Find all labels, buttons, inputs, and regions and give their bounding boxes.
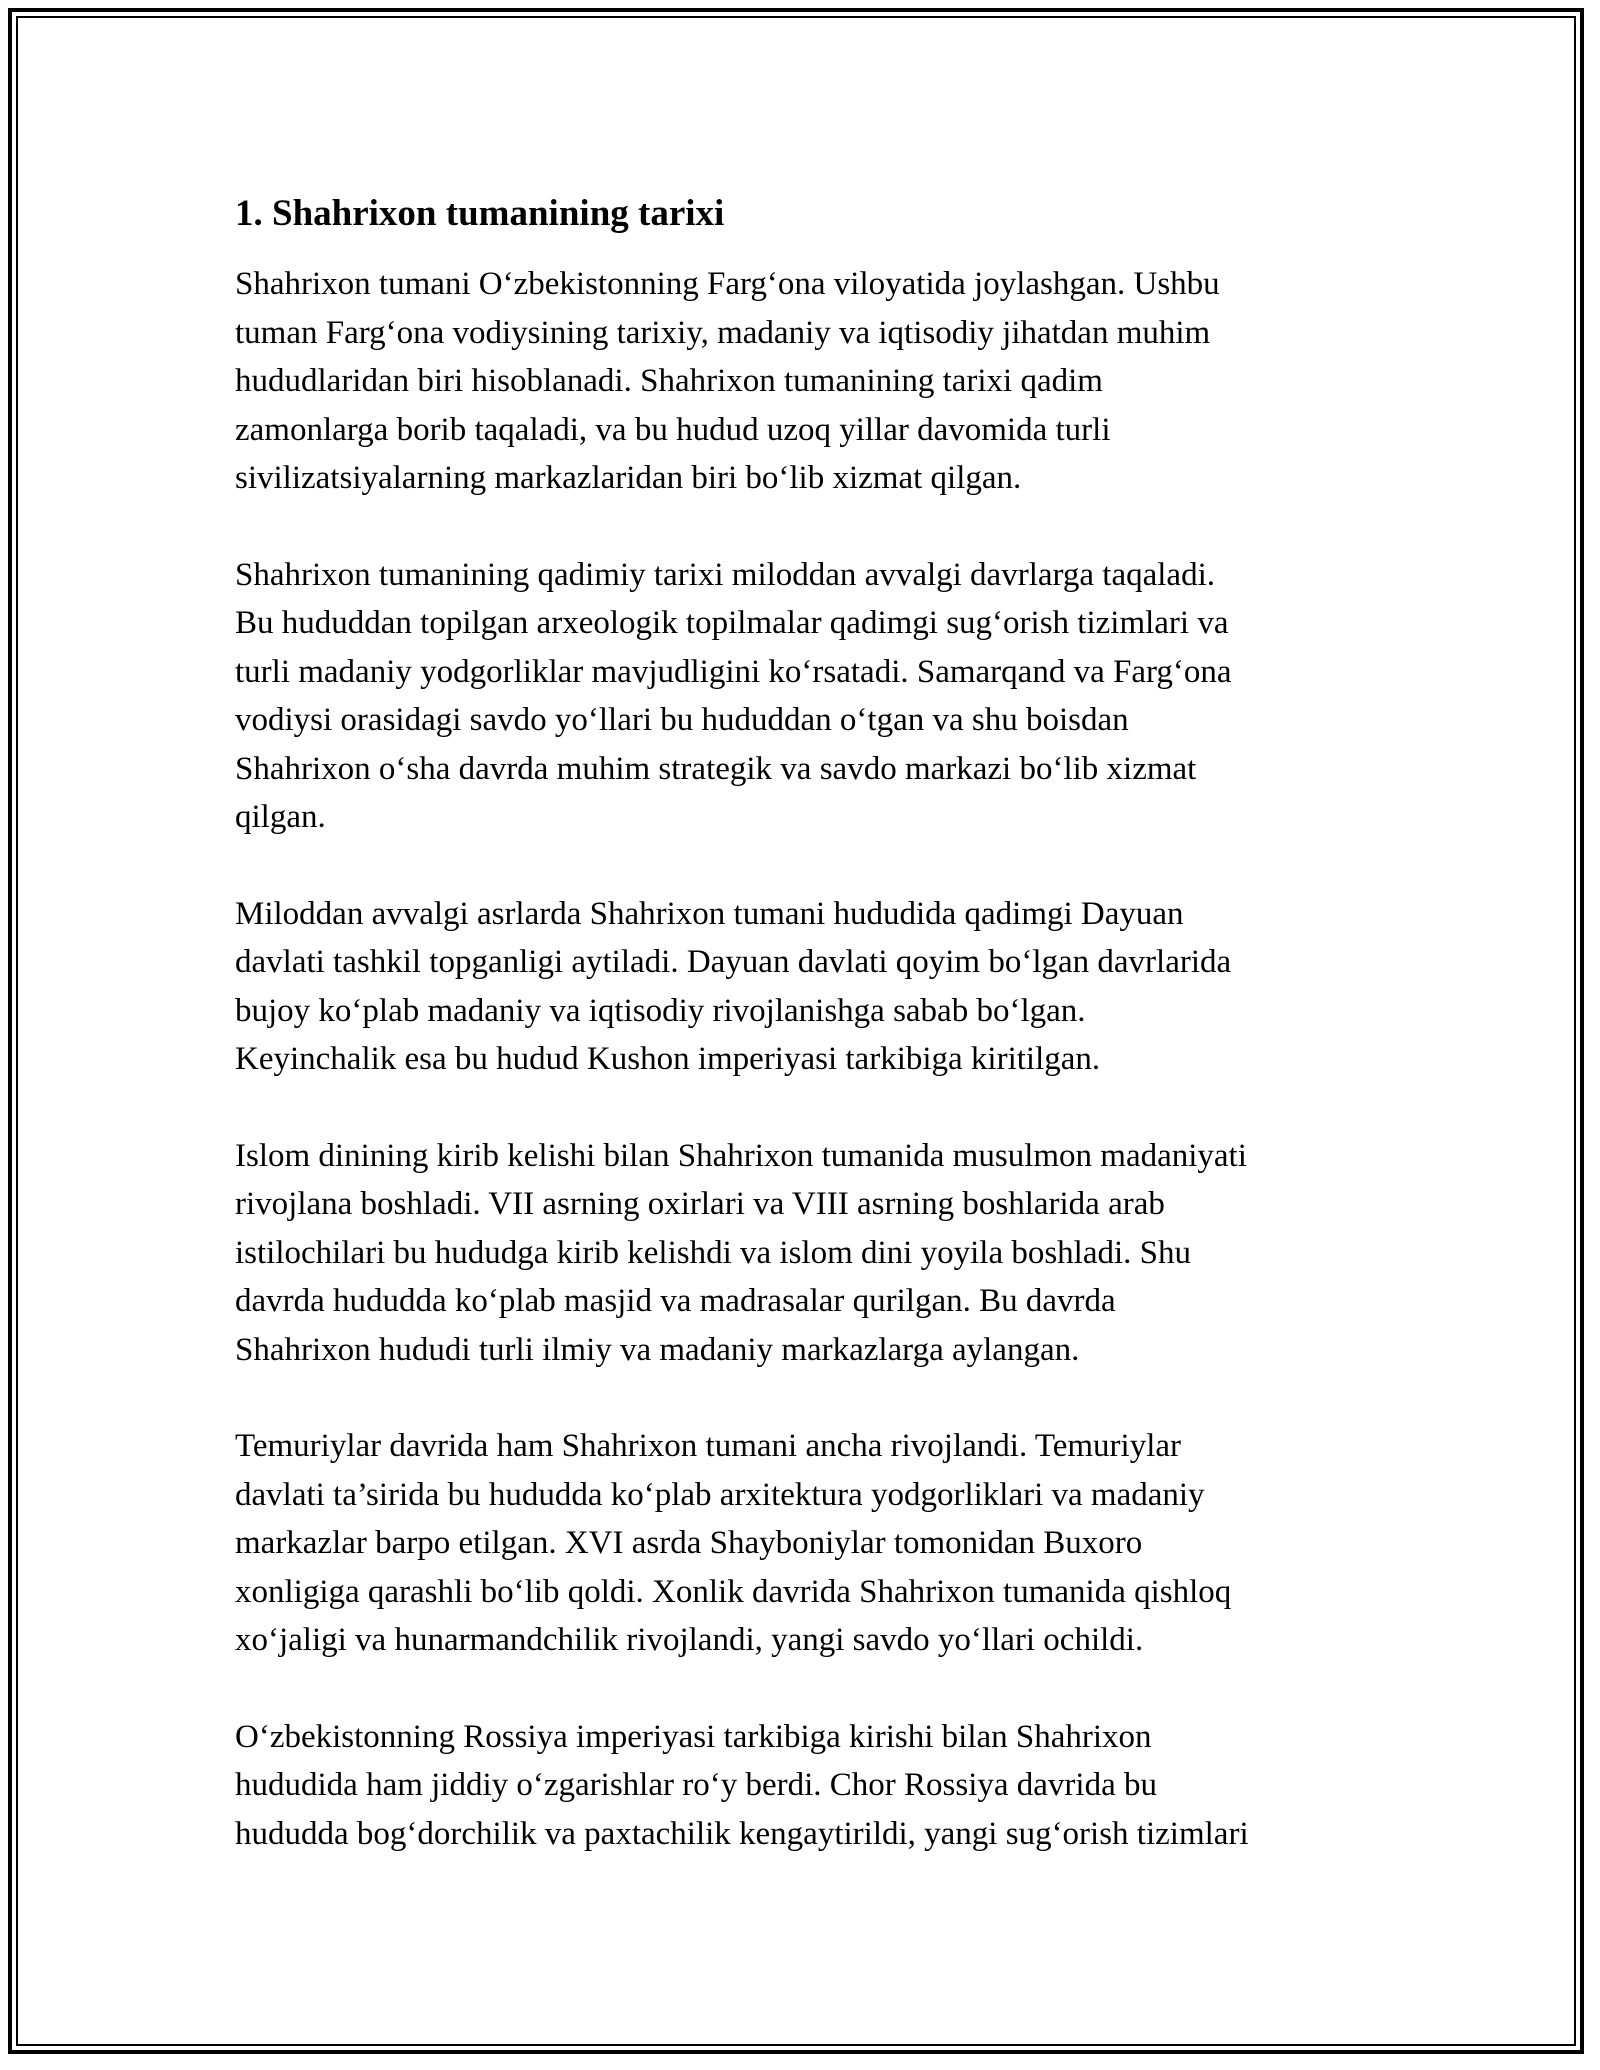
paragraph-3: [235, 890, 1370, 1084]
text-line: davlati tashkil topganligi aytiladi. Dayuan davlati qoyim bo‘lgan davrlarida: [235, 944, 1232, 980]
text-line: Keyinchalik esa bu hudud Kushon imperiyasi tarkibiga kiritilgan.: [235, 1041, 1101, 1077]
text-line: hududda bog‘dorchilik va paxtachilik kengaytirildi, yangi sug‘orish tizimlari: [235, 1815, 1249, 1852]
text-line: zamonlarga borib taqaladi, va bu hudud uzoq yillar davomida turli: [235, 411, 1111, 448]
text-line: istilochilari bu hududga kirib kelishdi va islom dini yoyila boshladi. Shu: [235, 1234, 1192, 1271]
text-line: Temuriylar davrida ham Shahrixon tumani ancha rivojlandi. Temuriylar: [235, 1428, 1181, 1464]
text-line: Islom dinining kirib kelishi bilan Shahrixon tumanida musulmon madaniyati: [235, 1137, 1247, 1174]
text-line: hududlaridan biri hisoblanadi. Shahrixon tumanining tarixi qadim: [235, 363, 1103, 399]
section-heading: 1. Shahrixon tumanining tarixi: [235, 193, 725, 234]
paragraph-2: [235, 551, 1370, 842]
text-line: tuman Farg‘ona vodiysining tarixiy, madaniy va iqtisodiy jihatdan muhim: [235, 314, 1211, 351]
text-line: davlati ta’sirida bu hududda ko‘plab arxitektura yodgorliklari va madaniy: [235, 1476, 1205, 1513]
text-line: rivojlana boshladi. VII asrning oxirlari va VIII asrning boshlarida arab: [235, 1186, 1165, 1222]
text-line: Shahrixon tumani O‘zbekistonning Farg‘ona viloyatida joylashgan. Ushbu: [235, 266, 1220, 302]
text-line: vodiysi orasidagi savdo yo‘llari bu hududdan o‘tgan va shu boisdan: [235, 702, 1129, 738]
document-body: [235, 188, 1370, 1906]
text-line: xo‘jaligi va hunarmandchilik rivojlandi, yangi savdo yo‘llari ochildi.: [235, 1622, 1144, 1658]
text-line: qilgan.: [235, 799, 326, 835]
paragraph-1: [235, 260, 1370, 503]
text-line: Miloddan avvalgi asrlarda Shahrixon tumani hududida qadimgi Dayuan: [235, 895, 1184, 932]
text-line: Bu hududdan topilgan arxeologik topilmalar qadimgi sug‘orish tizimlari va: [235, 605, 1229, 641]
paragraph-4: [235, 1132, 1370, 1375]
paragraph-5: [235, 1422, 1370, 1665]
text-line: hududida ham jiddiy o‘zgarishlar ro‘y berdi. Chor Rossiya davrida bu: [235, 1767, 1157, 1803]
text-line: Shahrixon hududi turli ilmiy va madaniy markazlarga aylangan.: [235, 1331, 1080, 1368]
text-line: Shahrixon o‘sha davrda muhim strategik va savdo markazi bo‘lib xizmat: [235, 750, 1197, 787]
paragraph-6: [235, 1713, 1370, 1859]
text-line: davrda hududda ko‘plab masjid va madrasalar qurilgan. Bu davrda: [235, 1283, 1116, 1319]
text-line: O‘zbekistonning Rossiya imperiyasi tarkibiga kirishi bilan Shahrixon: [235, 1718, 1152, 1755]
text-line: markazlar barpo etilgan. XVI asrda Shayboniylar tomonidan Buxoro: [235, 1525, 1143, 1561]
text-line: Shahrixon tumanining qadimiy tarixi miloddan avvalgi davrlarga taqaladi.: [235, 556, 1215, 593]
text-line: bujoy ko‘plab madaniy va iqtisodiy rivojlanishga sabab bo‘lgan.: [235, 992, 1086, 1029]
text-line: sivilizatsiyalarning markazlaridan biri bo‘lib xizmat qilgan.: [235, 460, 1022, 496]
text-line: turli madaniy yodgorliklar mavjudligini ko‘rsatadi. Samarqand va Farg‘ona: [235, 653, 1232, 690]
text-line: xonligiga qarashli bo‘lib qoldi. Xonlik davrida Shahrixon tumanida qishloq: [235, 1573, 1232, 1610]
